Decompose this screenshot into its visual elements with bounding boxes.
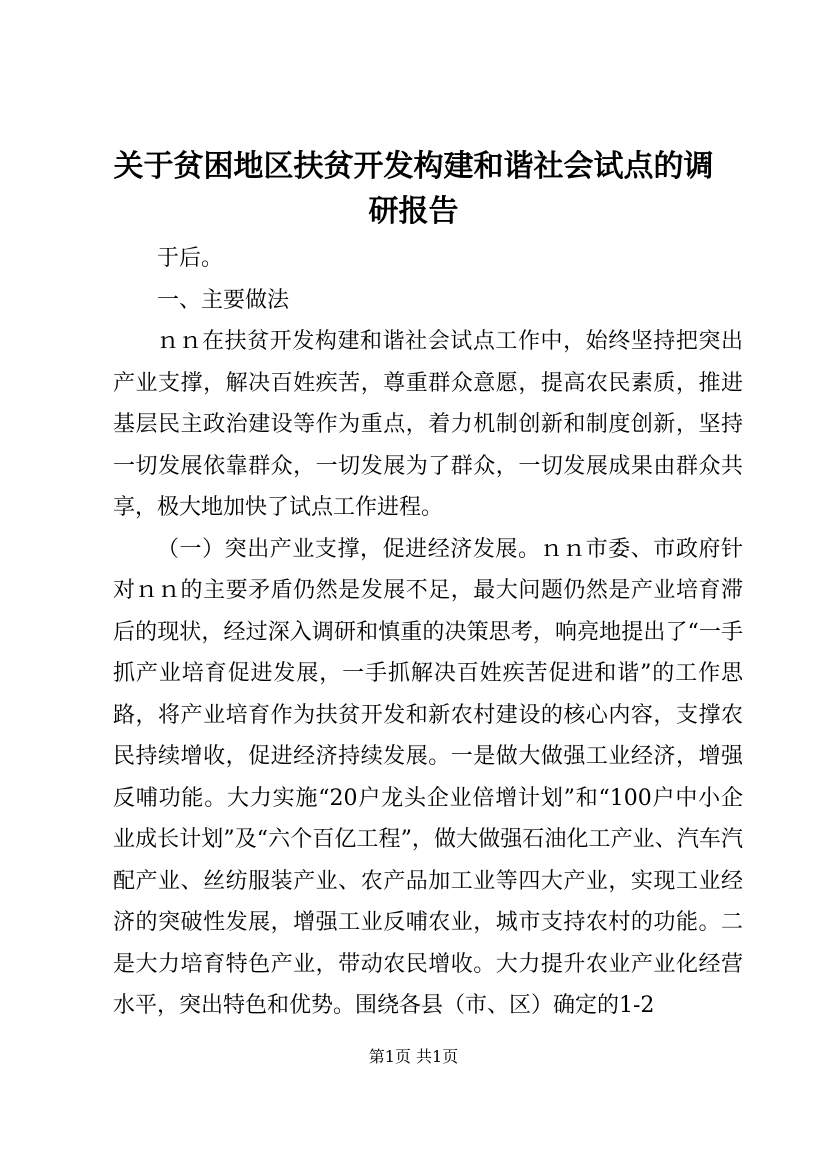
paragraph: 于后。 xyxy=(157,246,224,271)
section-heading: 一、主要做法 xyxy=(157,287,290,313)
paragraph: ｎｎ在扶贫开发构建和谐社会试点工作中，始终坚持把突出产业支撑，解决百姓疾苦，尊重群众意愿，提高农民素质，推进基层民主政治建设等作为重点，着力机制创新和制度创新，坚持一切发展依靠群众，一切发展为了群众，一切发展成果由群众共享，极大地加快了试点工作进程。 xyxy=(113,329,743,520)
document-title: 关于贫困地区扶贫开发构建和谐社会试点的调研报告 xyxy=(113,149,714,229)
page-number-footer: 第1页 共1页 xyxy=(368,1047,459,1066)
paragraph: （一）突出产业支撑，促进经济发展。ｎｎ市委、市政府针对ｎｎ的主要矛盾仍然是发展不足，最大问题仍然是产业培育滞后的现状，经过深入调研和慎重的决策思考，响亮地提出了“一手抓产业培育促进发展，一手抓解决百姓疾苦促进和谐”的工作思路，将产业培育作为扶贫开发和新农村建设的核心内容，支撑农民持续增收，促进经济持续发展。一是做大做强工业经济，增强反哺功能。大力实施“20户龙头企业倍增计划”和“100户中小企业成长计划”及“六个百亿工程”，做大做强石油化工产业、汽车汽配产业、丝纺服装产业、农产品加工业等四大产业，实现工业经济的突破性发展，增强工业反哺农业，城市支持农村的功能。二是大力培育特色产业，带动农民增收。大力提升农业产业化经营水平，突出特色和优势。围绕各县（市、区）确定的1-2 xyxy=(113,536,743,1018)
document-body xyxy=(113,238,743,1027)
